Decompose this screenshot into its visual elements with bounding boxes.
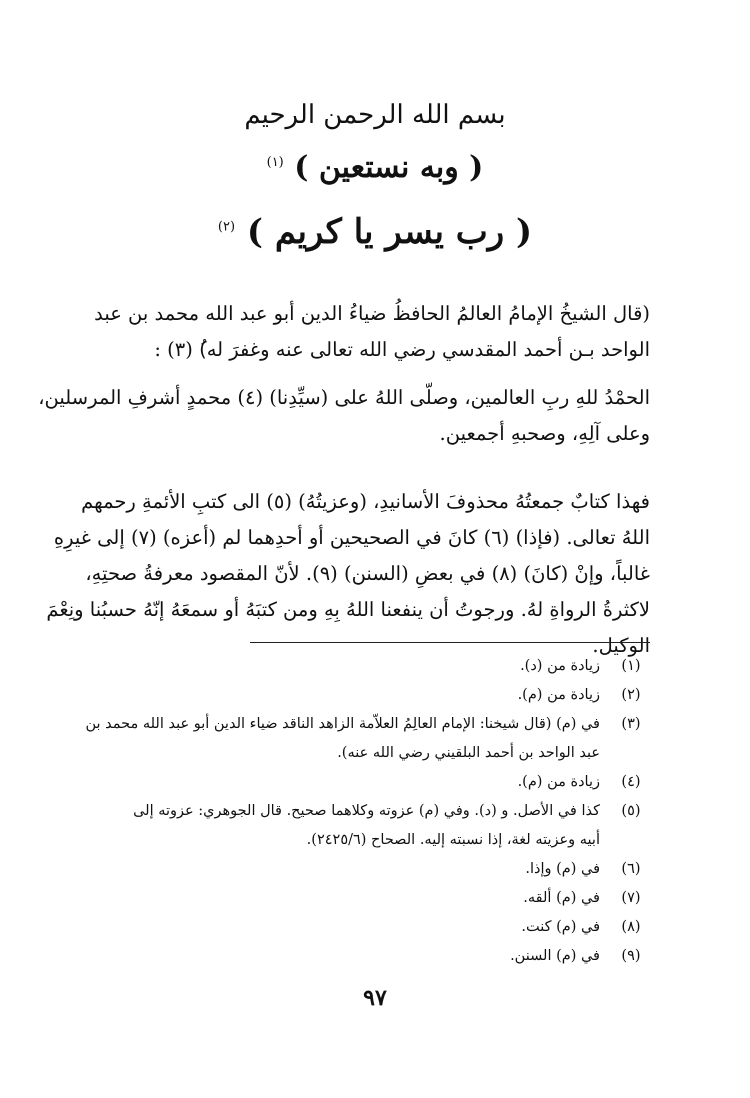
footnote-item bbox=[88, 855, 662, 884]
footnote-line: في (م) كنت. bbox=[521, 919, 600, 935]
footnote-number: (٢) bbox=[621, 687, 641, 703]
paragraph-author-intro bbox=[95, 296, 650, 368]
text-line: الحمْدُ للهِ ربِ العالمين، وصلّى اللهُ على (سيِّدِنا) (٤) محمدٍ أشرفِ المرسلين، bbox=[38, 386, 650, 409]
footnote-line: كذا في الأصل. و (د). وفي (م) عزوته وكلاهما صحيح. قال الجوهري: عزوته إلى bbox=[133, 803, 600, 819]
paragraph-purpose bbox=[46, 484, 650, 664]
invocation-heading bbox=[0, 150, 750, 185]
text-line: فهذا كتابٌ جمعتُهُ محذوفَ الأسانيدِ، (وعزيتُهُ) (٥) الى كتبِ الأئمةِ رحمهم bbox=[81, 490, 650, 513]
paragraph-praise bbox=[38, 380, 650, 452]
prayer-text: ( رب يسر يا كريم ) bbox=[246, 212, 533, 252]
footnotes-list bbox=[85, 652, 662, 971]
footnote-item bbox=[88, 652, 662, 681]
text-line: وعلى آلِهِ، وصحبهِ أجمعين. bbox=[439, 422, 650, 445]
page-number: ٩٧ bbox=[363, 985, 387, 1011]
invocation-text: ( وبه نستعين ) bbox=[294, 150, 484, 185]
text-line: الواحد بـن أحمد المقدسي رضي الله تعالى عنه وغفرَ له)ُ (٣) : bbox=[154, 338, 650, 361]
footnote-number: (٧) bbox=[621, 890, 641, 906]
footnote-number: (٩) bbox=[621, 948, 641, 964]
footnote-number: (٨) bbox=[621, 919, 641, 935]
footnote-ref: (١) bbox=[266, 155, 284, 170]
footnote-line: زيادة من (م). bbox=[517, 774, 600, 790]
footnote-item bbox=[88, 681, 662, 710]
text-line: اللهُ تعالى. (فإذا) (٦) كانَ في الصحيحين أو أحدِهما لم (أعزه) (٧) إلى غيرِهِ bbox=[53, 526, 650, 549]
footnote-item bbox=[88, 913, 662, 942]
footnote-text bbox=[85, 710, 600, 768]
footnote-text bbox=[88, 652, 600, 681]
footnote-ref: (٢) bbox=[217, 219, 236, 235]
text-line: غالباً، وإنْ (كانَ) (٨) في بعضِ (السنن) (٩). لأنّ المقصود معرفةُ صحتِهِ، bbox=[85, 562, 650, 585]
footnote-line: في (م) ألقه. bbox=[523, 890, 600, 906]
basmala-heading: بسم الله الرحمن الرحيم bbox=[244, 100, 506, 130]
footnote-item bbox=[85, 710, 662, 768]
text-line: لاكثرةُ الرواةِ لهُ. ورجوتُ أن ينفعنا اللهُ بِهِ ومن كتبَهُ أو سمعَهُ إنّهُ حسبُنا ونِعْمَ bbox=[46, 598, 650, 621]
footnote-number: (٤) bbox=[621, 774, 641, 790]
footnote-item bbox=[88, 884, 662, 913]
footnote-text bbox=[88, 855, 600, 884]
footnote-text bbox=[88, 681, 600, 710]
footnote-number: (٥) bbox=[621, 803, 641, 819]
footnote-line: زيادة من (د). bbox=[520, 658, 600, 674]
text-line: الوكيل. bbox=[592, 634, 650, 657]
footnote-number: (١) bbox=[621, 658, 641, 674]
footnote-text bbox=[88, 768, 600, 797]
footnote-line: زيادة من (م). bbox=[517, 687, 600, 703]
footnote-line: في (م) وإذا. bbox=[525, 861, 600, 877]
footnote-text bbox=[88, 797, 600, 855]
footnote-divider bbox=[250, 642, 650, 643]
prayer-heading bbox=[0, 212, 750, 252]
footnote-item bbox=[88, 768, 662, 797]
footnote-item bbox=[88, 942, 662, 971]
footnote-text bbox=[88, 913, 600, 942]
footnote-line: عبد الواحد بن أحمد البلقيني رضي الله عنه). bbox=[337, 745, 600, 761]
footnote-number: (٦) bbox=[621, 861, 641, 877]
footnote-text bbox=[88, 942, 600, 971]
footnote-line: أبيه وعزيته لغة، إذا نسبته إليه. الصحاح (٢٤٢٥/٦). bbox=[306, 832, 600, 848]
footnote-line: في (م) (قال شيخنا: الإمام العالِمُ العلاّمة الزاهد الناقد ضياء الدين أبو عبد الله محمد بن bbox=[85, 716, 600, 732]
text-line: (قال الشيخُ الإمامُ العالمُ الحافظُ ضياءُ الدين أبو عبد الله محمد بن عبد bbox=[94, 302, 650, 325]
footnote-number: (٣) bbox=[621, 716, 641, 732]
footnote-line: في (م) السنن. bbox=[510, 948, 600, 964]
footnote-item bbox=[88, 797, 662, 855]
footnote-text bbox=[88, 884, 600, 913]
